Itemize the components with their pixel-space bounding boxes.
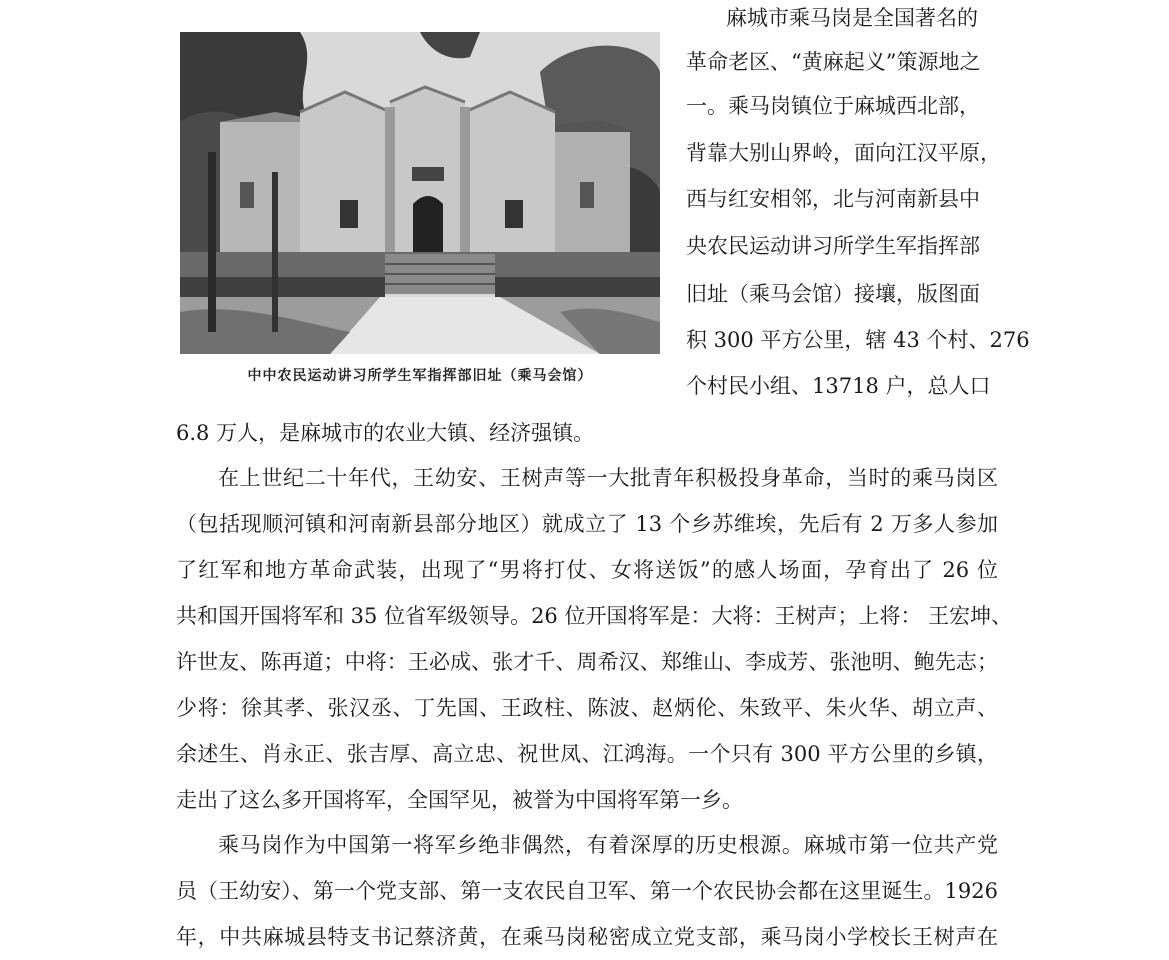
paragraph-line: 少将：徐其孝、张汉丞、丁先国、王政柱、陈波、赵炳伦、朱致平、朱火华、胡立声、 <box>176 696 998 720</box>
paragraph-line: 余述生、肖永正、张吉厚、高立忠、祝世凤、江鸿海。一个只有 300 平方公里的乡镇， <box>176 742 998 766</box>
building-photo-image <box>180 32 660 354</box>
paragraph-line: 背靠大别山界岭，面向江汉平原， <box>686 141 1001 165</box>
paragraph-line: 一。乘马岗镇位于麻城西北部， <box>686 94 980 118</box>
building-photo <box>180 32 660 354</box>
paragraph-line: 个村民小组、13718 户，总人口 <box>686 374 991 398</box>
paragraph-line: 央农民运动讲习所学生军指挥部 <box>686 234 980 258</box>
paragraph-line: 在上世纪二十年代，王幼安、王树声等一大批青年积极投身革命，当时的乘马岗区 <box>218 466 998 490</box>
figure-caption: 中中农民运动讲习所学生军指挥部旧址（乘马会馆） <box>247 368 593 384</box>
paragraph-line: 旧址（乘马会馆）接壤，版图面 <box>686 282 980 306</box>
paragraph-line: 共和国开国将军和 35 位省军级领导。26 位开国将军是：大将：王树声；上将： 王宏坤、 <box>176 604 1013 628</box>
paragraph-line: 许世友、陈再道；中将：王必成、张才千、周希汉、郑维山、李成芳、张池明、鲍先志； <box>176 650 998 674</box>
paragraph-line: （包括现顺河镇和河南新县部分地区）就成立了 13 个乡苏维埃，先后有 2 万多人参加 <box>176 512 998 536</box>
paragraph-line: 6.8 万人，是麻城市的农业大镇、经济强镇。 <box>176 421 595 445</box>
paragraph-line: 员（王幼安）、第一个党支部、第一支农民自卫军、第一个农民协会都在这里诞生。1926 <box>176 879 998 903</box>
paragraph-line: 走出了这么多开国将军，全国罕见，被誉为中国将军第一乡。 <box>176 788 743 812</box>
paragraph-line: 麻城市乘马岗是全国著名的 <box>726 6 978 30</box>
paragraph-line: 年，中共麻城县特支书记蔡济黄，在乘马岗秘密成立党支部，乘马岗小学校长王树声在 <box>176 925 998 949</box>
paragraph-line: 西与红安相邻，北与河南新县中 <box>686 187 980 211</box>
paragraph-line: 了红军和地方革命武装，出现了“男将打仗、女将送饭”的感人场面，孕育出了 26 位 <box>176 558 998 582</box>
paragraph-line: 乘马岗作为中国第一将军乡绝非偶然，有着深厚的历史根源。麻城市第一位共产党 <box>218 833 998 857</box>
paragraph-line: 革命老区、“黄麻起义”策源地之 <box>686 50 981 74</box>
paragraph-line: 积 300 平方公里，辖 43 个村、276 <box>686 328 1030 352</box>
